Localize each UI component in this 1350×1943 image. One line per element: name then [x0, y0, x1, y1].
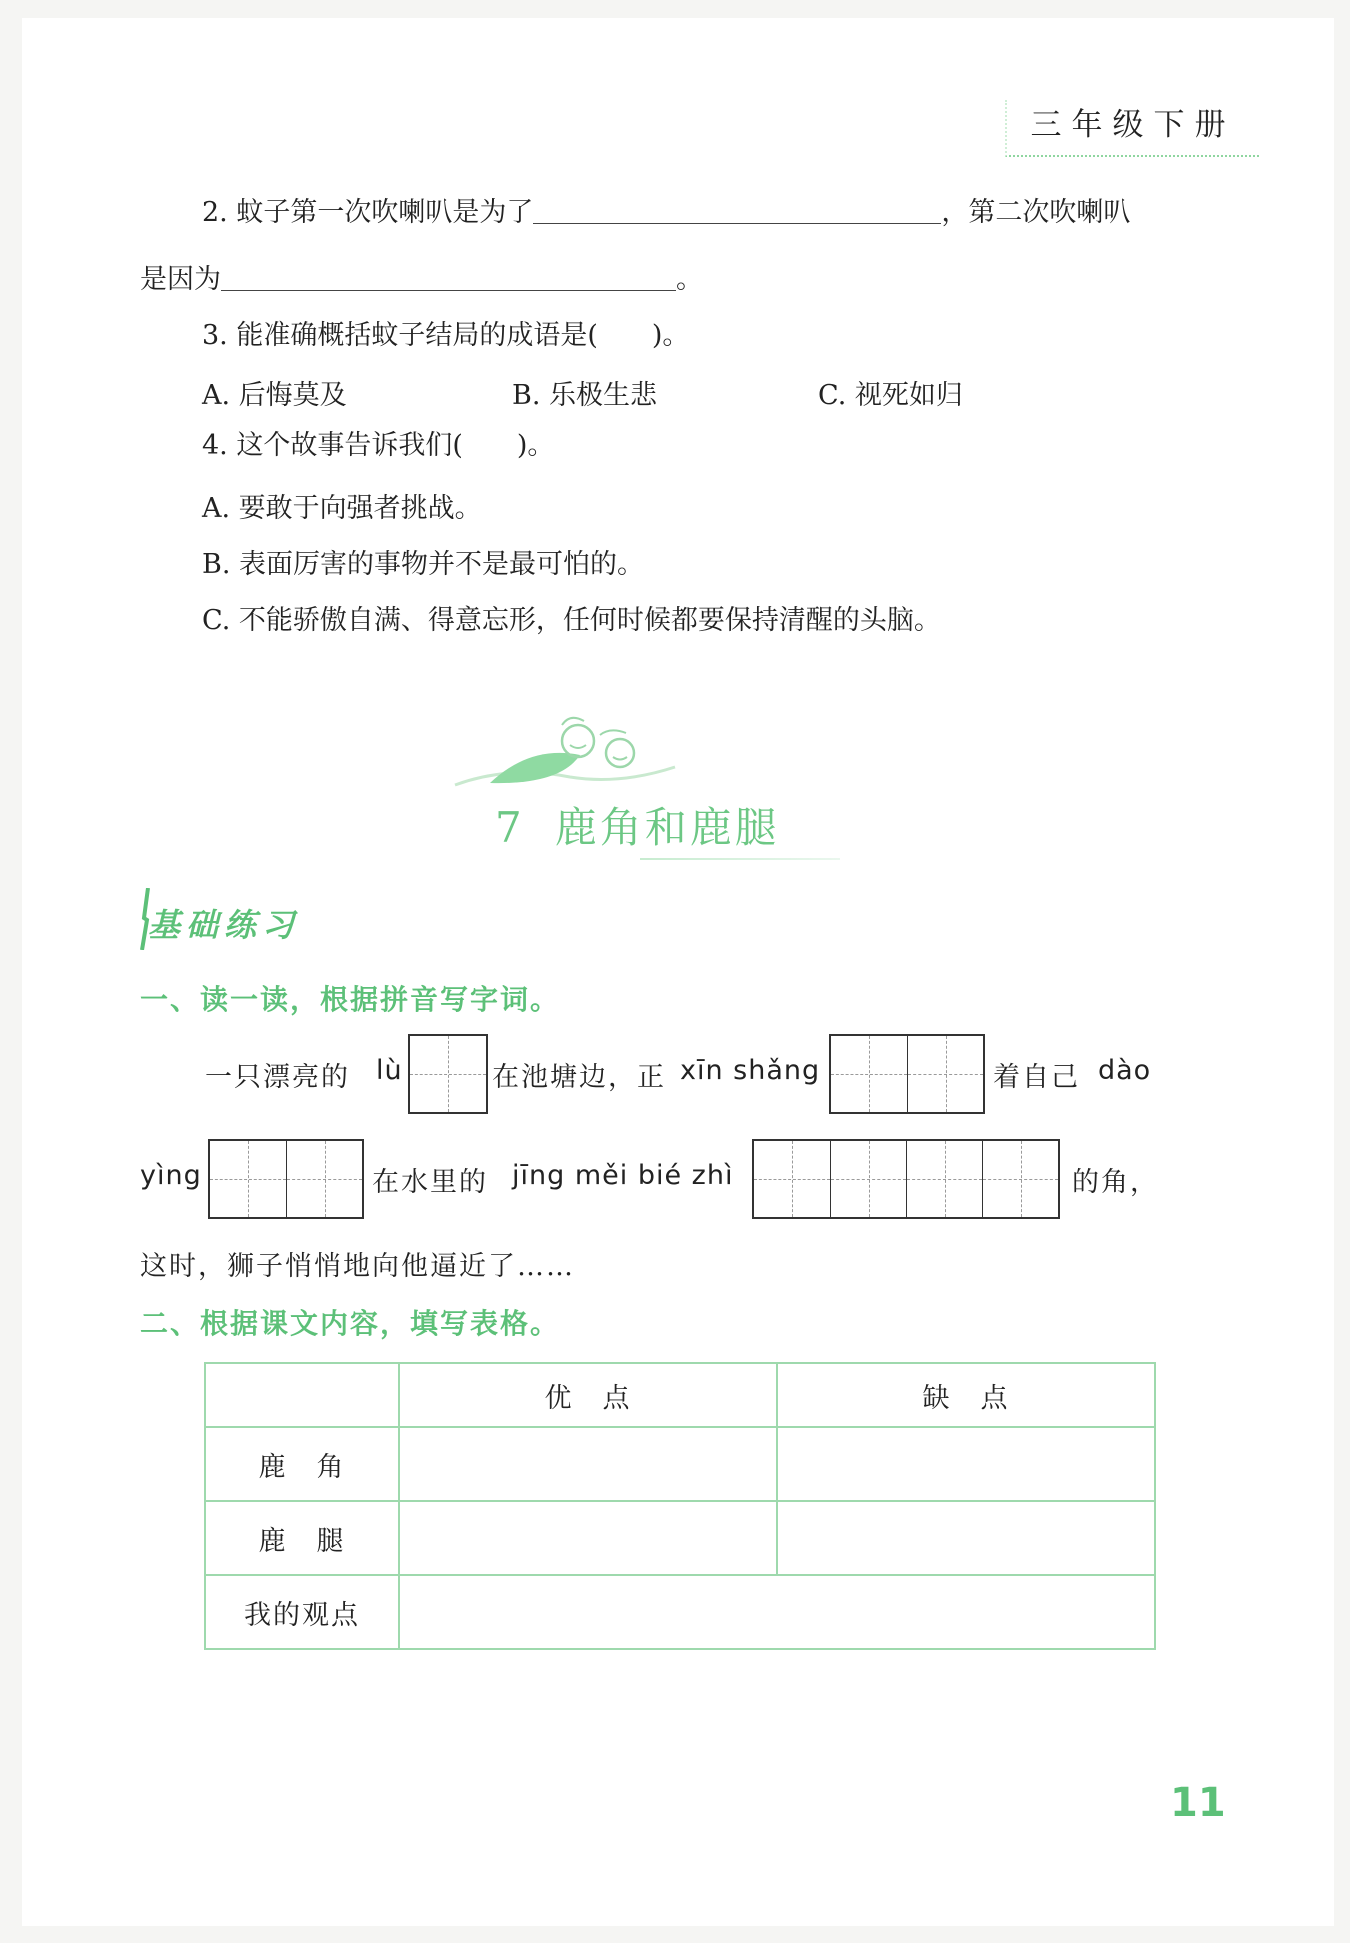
- pros-cons-table: [204, 1362, 1156, 1650]
- char-cell[interactable]: [906, 1141, 982, 1217]
- grade-label: 三年级下册: [1005, 100, 1259, 157]
- lesson-number: 7: [495, 803, 525, 852]
- char-cell[interactable]: [830, 1141, 906, 1217]
- question-3: 3. 能准确概括蚊子结局的成语是( )。: [202, 320, 690, 351]
- char-grid-lu[interactable]: [408, 1034, 488, 1114]
- pinyin-xinshang: xīn shǎng: [680, 1055, 821, 1086]
- task-1-text-line3: 这时，狮子悄悄地向他逼近了……: [140, 1251, 575, 1282]
- task-1-heading: 一、读一读，根据拼音写字词。: [140, 983, 561, 1016]
- question-2-prefix: 2. 蚊子第一次吹喇叭是为了: [202, 197, 534, 228]
- question-2-end: 。: [676, 264, 703, 295]
- task-1-text-1: 一只漂亮的: [205, 1062, 350, 1093]
- char-grid-jingmeibiezhi[interactable]: [752, 1139, 1060, 1219]
- table-header-cons: 缺 点: [777, 1363, 1155, 1427]
- cell-legs-pros[interactable]: [399, 1501, 777, 1575]
- cell-opinion[interactable]: [399, 1575, 1155, 1649]
- task-2-heading: 二、根据课文内容，填写表格。: [140, 1307, 561, 1340]
- char-cell[interactable]: [410, 1036, 486, 1112]
- question-2-line2: [140, 262, 703, 298]
- table-row: [205, 1501, 1155, 1575]
- question-3-option-b: B. 乐极生悲: [512, 380, 658, 411]
- question-2-line2-prefix: 是因为: [140, 264, 221, 295]
- char-cell[interactable]: [982, 1141, 1058, 1217]
- question-3-option-c: C. 视死如归: [818, 380, 963, 411]
- row-label-legs: 鹿 腿: [205, 1501, 399, 1575]
- char-grid-xinshang[interactable]: [829, 1034, 985, 1114]
- lesson-title: [495, 795, 780, 855]
- char-cell[interactable]: [754, 1141, 830, 1217]
- question-2-line1: [202, 195, 1130, 231]
- char-cell[interactable]: [907, 1036, 983, 1112]
- question-4-option-b: B. 表面厉害的事物并不是最可怕的。: [202, 549, 645, 580]
- pinyin-dao: dào: [1098, 1055, 1152, 1086]
- cell-legs-cons[interactable]: [777, 1501, 1155, 1575]
- task-1-text-3: 着自己: [993, 1062, 1080, 1093]
- table-row: [205, 1575, 1155, 1649]
- task-2-text-1: 在水里的: [372, 1167, 488, 1198]
- question-4: 4. 这个故事告诉我们( )。: [202, 430, 555, 461]
- answer-blank-2[interactable]: [221, 262, 676, 291]
- task-2-text-2: 的角，: [1072, 1167, 1159, 1198]
- char-grid-daoying[interactable]: [208, 1139, 364, 1219]
- cartoon-kids-icon: [450, 705, 680, 795]
- table-header-empty: [205, 1363, 399, 1427]
- page-number: 11: [1170, 1780, 1226, 1826]
- section-title: 基础练习: [148, 906, 301, 944]
- row-label-opinion: 我的观点: [205, 1575, 399, 1649]
- table-header-row: [205, 1363, 1155, 1427]
- question-3-option-a: A. 后悔莫及: [202, 380, 347, 411]
- question-4-option-a: A. 要敢于向强者挑战。: [202, 493, 482, 524]
- question-4-option-c: C. 不能骄傲自满、得意忘形，任何时候都要保持清醒的头脑。: [202, 605, 941, 636]
- answer-blank-1[interactable]: [533, 195, 941, 224]
- table-header-pros: 优 点: [399, 1363, 777, 1427]
- char-cell[interactable]: [210, 1141, 286, 1217]
- question-2-middle: ，第二次吹喇叭: [941, 197, 1131, 228]
- cell-antlers-pros[interactable]: [399, 1427, 777, 1501]
- pinyin-ying: yìng: [140, 1160, 202, 1191]
- char-cell[interactable]: [831, 1036, 907, 1112]
- task-1-text-2: 在池塘边，正: [492, 1062, 666, 1093]
- pinyin-lu: lù: [376, 1055, 403, 1086]
- lesson-name: 鹿角和鹿腿: [554, 803, 780, 852]
- char-cell[interactable]: [286, 1141, 362, 1217]
- row-label-antlers: 鹿 角: [205, 1427, 399, 1501]
- table-row: [205, 1427, 1155, 1501]
- title-underline: [640, 858, 840, 860]
- pinyin-jingmeibiezhi: jīng měi bié zhì: [512, 1160, 734, 1191]
- cell-antlers-cons[interactable]: [777, 1427, 1155, 1501]
